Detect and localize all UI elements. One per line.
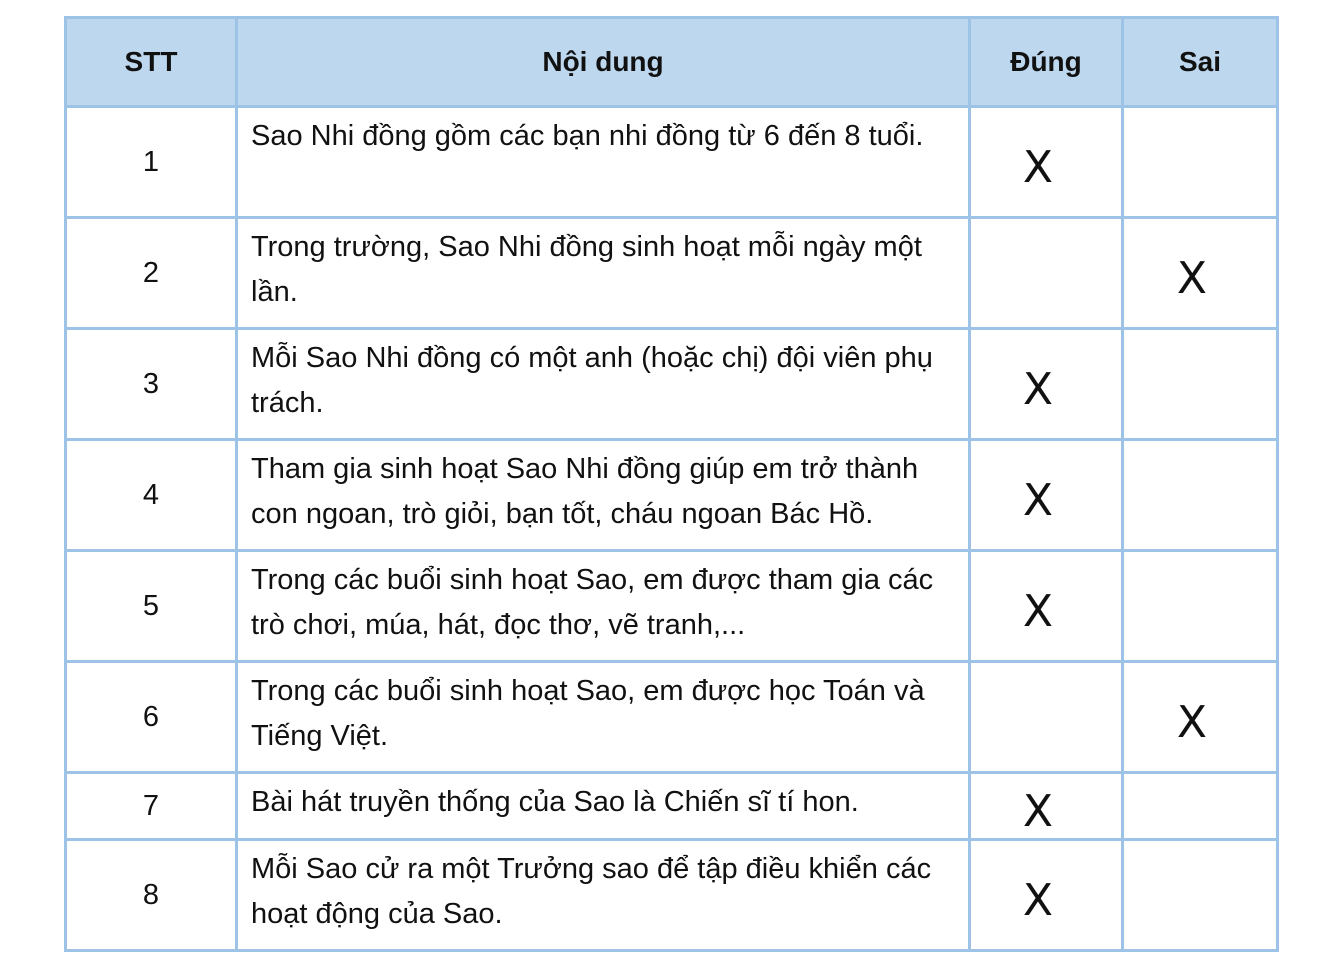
- sai-cell: [1123, 551, 1278, 662]
- dung-cell: [970, 773, 1123, 840]
- row-number: 2: [66, 218, 237, 329]
- dung-mark: X: [1022, 875, 1054, 926]
- row-number: 4: [66, 440, 237, 551]
- sai-cell: [1123, 107, 1278, 218]
- dung-cell: [970, 107, 1123, 218]
- sai-mark: X: [1176, 697, 1208, 748]
- row-content: Trong trường, Sao Nhi đồng sinh hoạt mỗi ngày một lần.: [237, 218, 970, 329]
- dung-mark: X: [1022, 586, 1054, 637]
- row-number: 6: [66, 662, 237, 773]
- row-content: Tham gia sinh hoạt Sao Nhi đồng giúp em trở thành con ngoan, trò giỏi, bạn tốt, cháu ngoan Bác Hồ.: [237, 440, 970, 551]
- dung-mark: X: [1022, 142, 1054, 193]
- header-sai: Sai: [1123, 18, 1278, 107]
- sai-cell: [1123, 440, 1278, 551]
- dung-cell: [970, 840, 1123, 951]
- table-row: [66, 107, 1278, 218]
- dung-mark: X: [1022, 475, 1054, 526]
- sai-cell: [1123, 329, 1278, 440]
- row-number: 3: [66, 329, 237, 440]
- dung-cell: [970, 440, 1123, 551]
- header-row: [66, 18, 1278, 107]
- row-content: Mỗi Sao Nhi đồng có một anh (hoặc chị) đội viên phụ trách.: [237, 329, 970, 440]
- sai-mark: X: [1176, 253, 1208, 304]
- header-content: Nội dung: [237, 18, 970, 107]
- dung-cell: [970, 329, 1123, 440]
- dung-cell: [970, 218, 1123, 329]
- table-row: [66, 551, 1278, 662]
- dung-cell: [970, 662, 1123, 773]
- table-row: [66, 440, 1278, 551]
- table-row: [66, 218, 1278, 329]
- sai-cell: [1123, 773, 1278, 840]
- sai-cell: [1123, 840, 1278, 951]
- row-number: 8: [66, 840, 237, 951]
- dung-cell: [970, 551, 1123, 662]
- table-row: [66, 840, 1278, 951]
- row-content: Mỗi Sao cử ra một Trưởng sao để tập điều khiển các hoạt động của Sao.: [237, 840, 970, 951]
- dung-mark: X: [1022, 786, 1054, 837]
- dung-mark: X: [1022, 364, 1054, 415]
- row-content: Bài hát truyền thống của Sao là Chiến sĩ tí hon.: [237, 773, 970, 840]
- table-row: [66, 662, 1278, 773]
- row-content: Trong các buổi sinh hoạt Sao, em được tham gia các trò chơi, múa, hát, đọc thơ, vẽ tranh,...: [237, 551, 970, 662]
- sai-cell: [1123, 218, 1278, 329]
- row-number: 1: [66, 107, 237, 218]
- table-row: [66, 773, 1278, 840]
- row-number: 5: [66, 551, 237, 662]
- header-dung: Đúng: [970, 18, 1123, 107]
- row-number: 7: [66, 773, 237, 840]
- header-stt: STT: [66, 18, 237, 107]
- sai-cell: [1123, 662, 1278, 773]
- row-content: Trong các buổi sinh hoạt Sao, em được học Toán và Tiếng Việt.: [237, 662, 970, 773]
- row-content: Sao Nhi đồng gồm các bạn nhi đồng từ 6 đến 8 tuổi.: [237, 107, 970, 218]
- table-row: [66, 329, 1278, 440]
- true-false-table: [64, 16, 1279, 952]
